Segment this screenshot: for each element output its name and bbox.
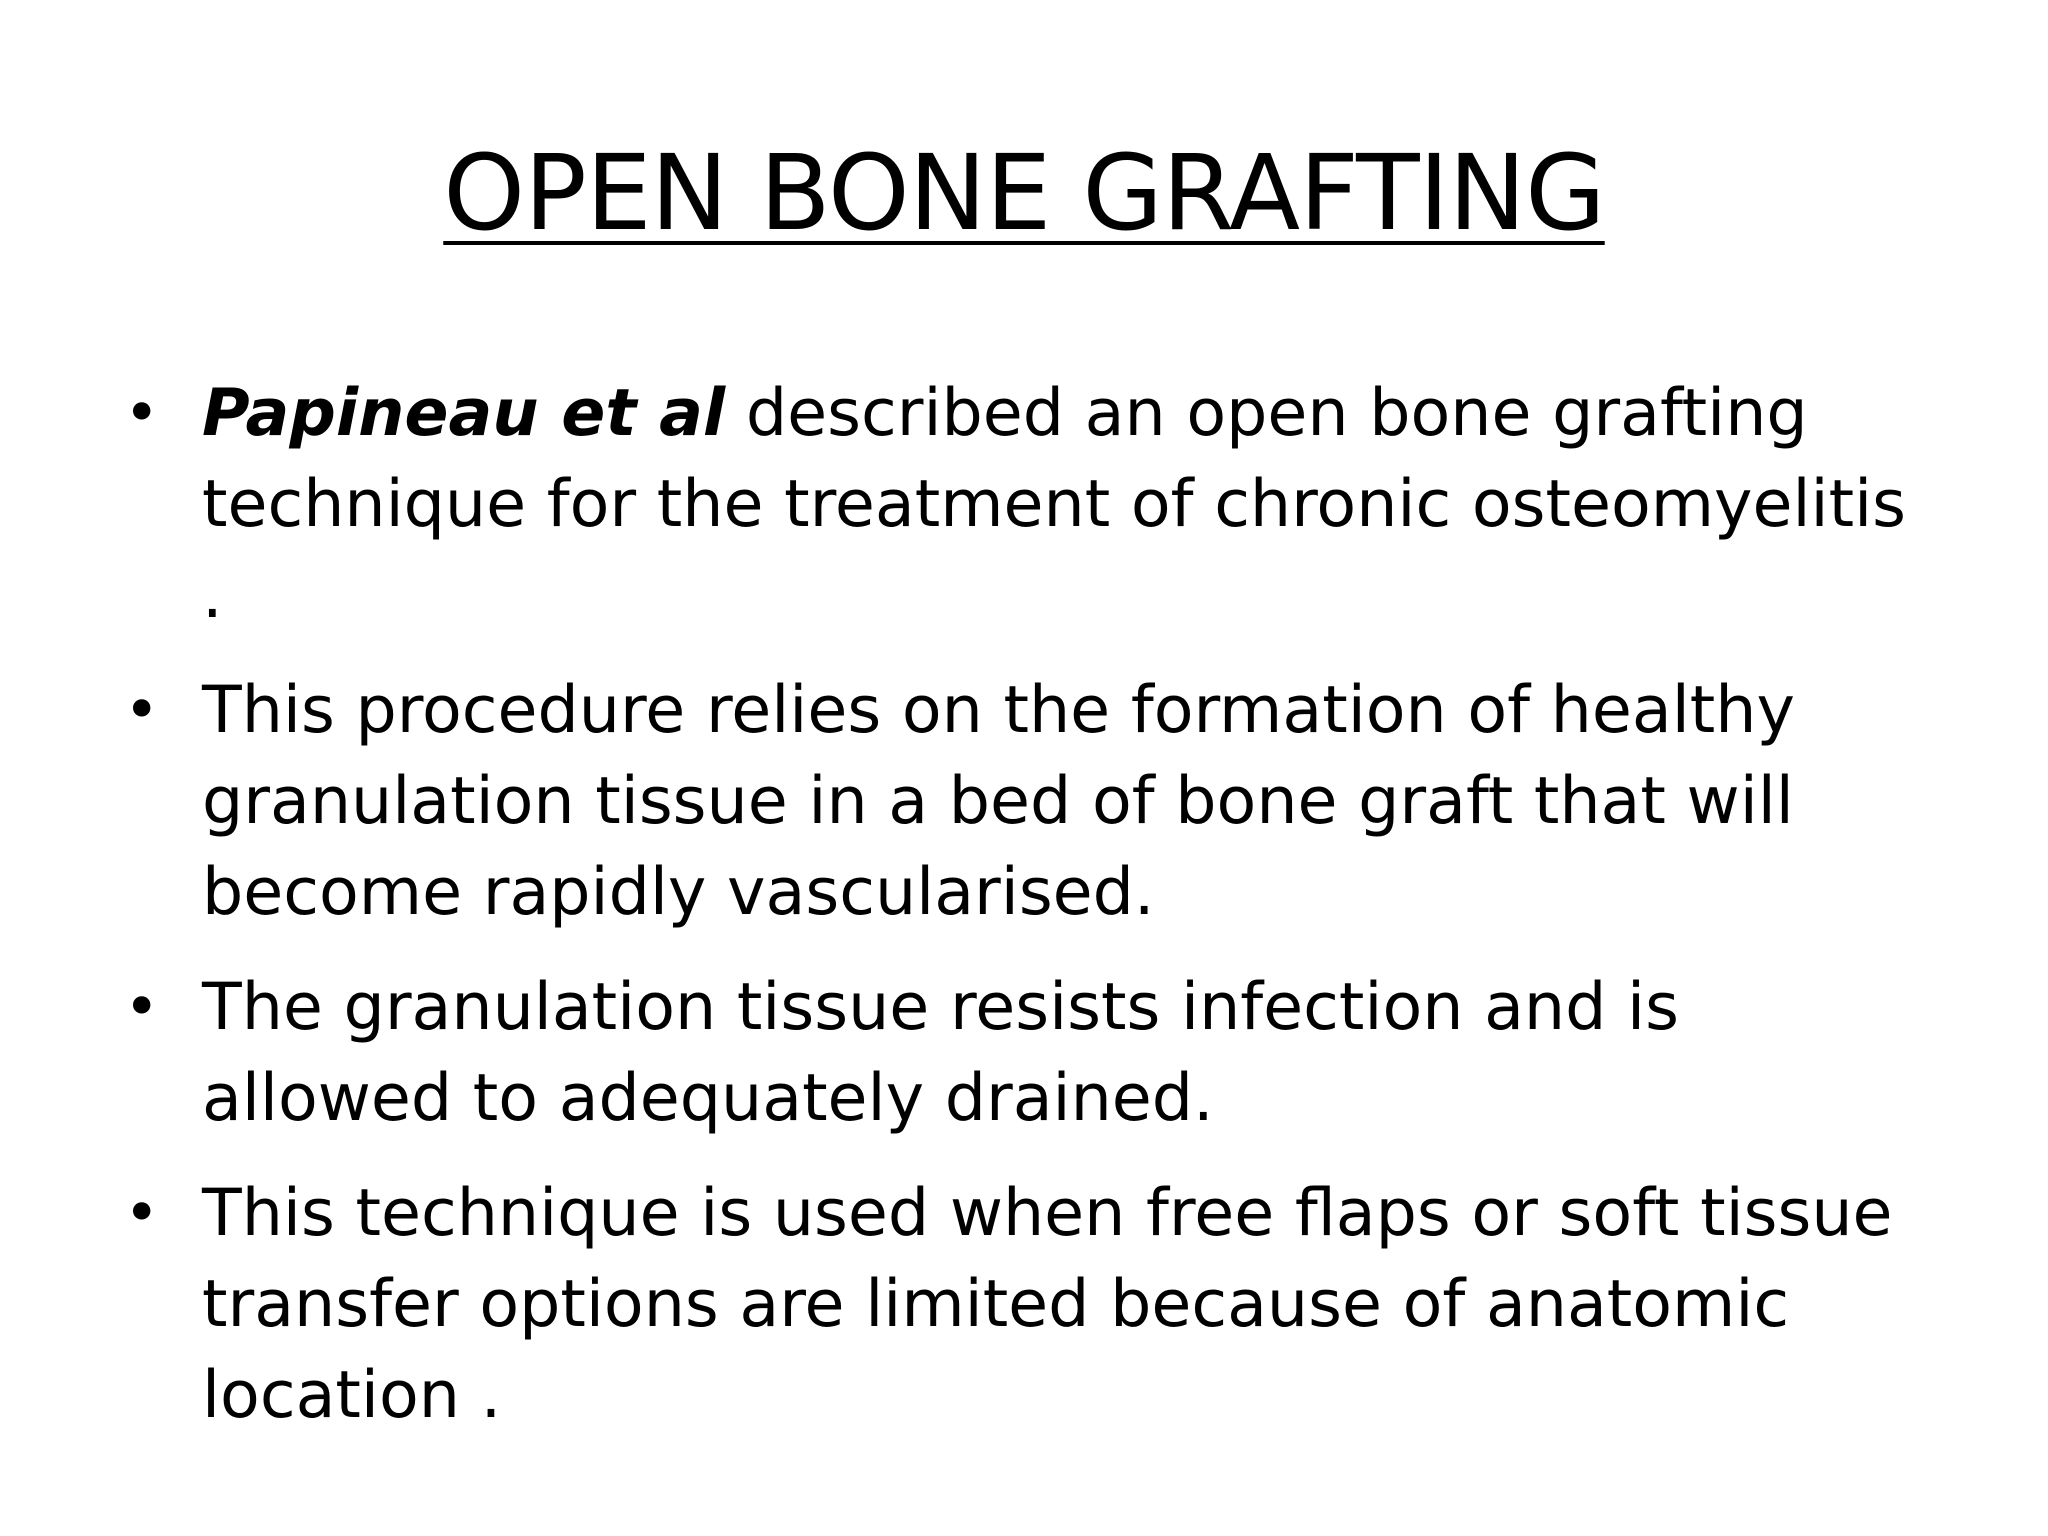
bullet-text: described an open bone grafting technique for the treatment of chronic osteomyelitis . bbox=[202, 376, 1907, 633]
bullet-text: The granulation tissue resists infection and is allowed to adequately drained. bbox=[202, 970, 1679, 1136]
bullet-marker: • bbox=[124, 972, 160, 1042]
slide-title bbox=[0, 128, 2048, 258]
bullet-marker: • bbox=[124, 378, 160, 448]
bullet-item-4 bbox=[120, 1168, 1940, 1441]
slide-title-text: OPEN BONE GRAFTING bbox=[443, 132, 1605, 254]
bullet-marker: • bbox=[124, 1178, 160, 1248]
bullet-emphasis: Papineau et al bbox=[202, 376, 726, 451]
bullet-text: This technique is used when free flaps or soft tissue transfer options are limited because of anatomic location . bbox=[202, 1176, 1893, 1433]
bullet-item-3 bbox=[120, 962, 1940, 1144]
bullet-list bbox=[120, 368, 1940, 1465]
bullet-text: This procedure relies on the formation of healthy granulation tissue in a bed of bone graft that will become rapidly vascularised. bbox=[202, 673, 1795, 930]
bullet-marker: • bbox=[124, 675, 160, 745]
bullet-item-1 bbox=[120, 368, 1940, 641]
bullet-item-2 bbox=[120, 665, 1940, 938]
